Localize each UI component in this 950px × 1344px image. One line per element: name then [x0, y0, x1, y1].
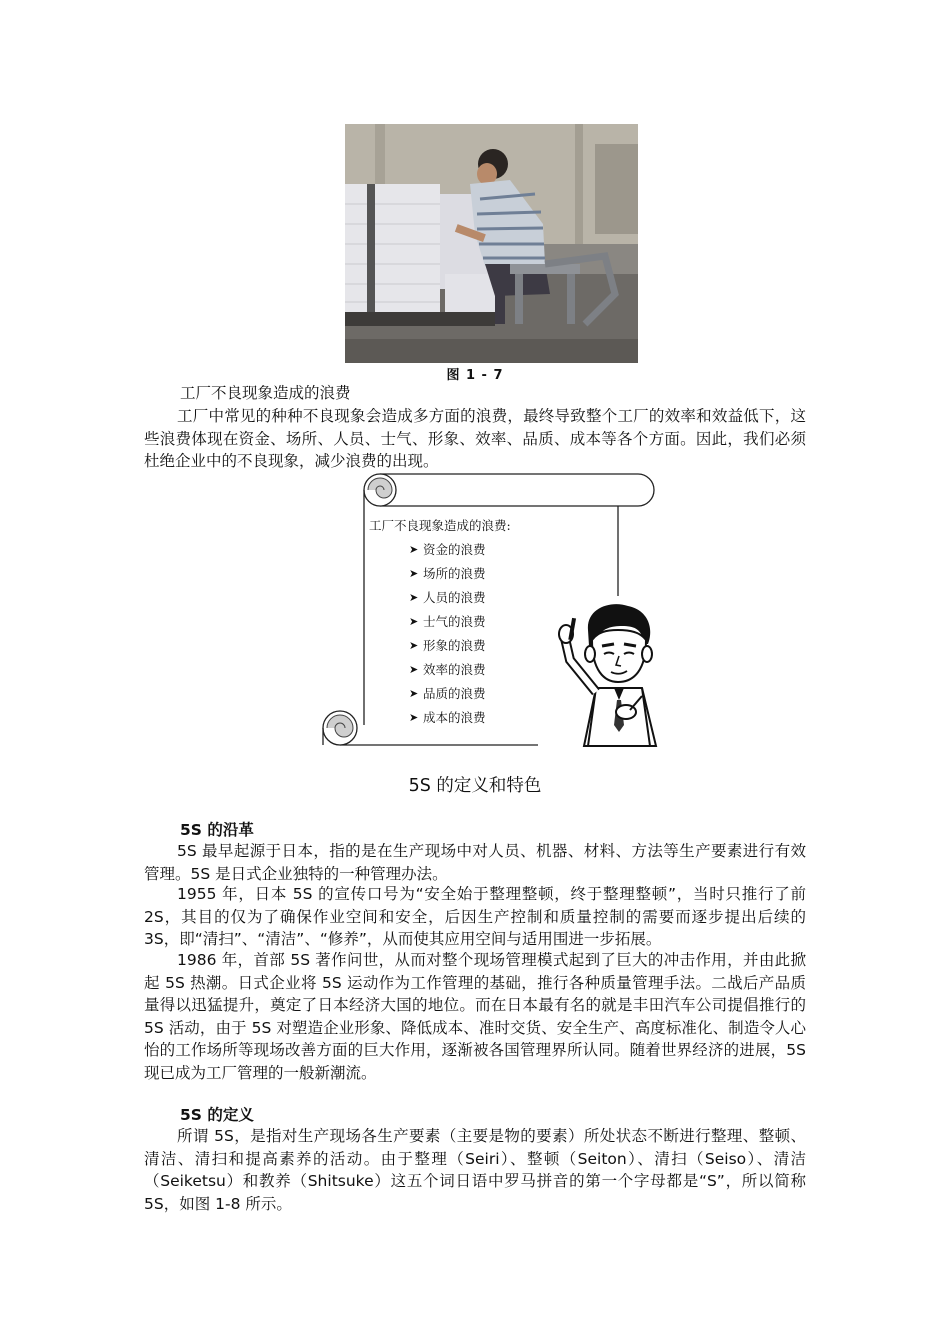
list-item-label: 士气的浪费 [423, 614, 486, 629]
waste-list [409, 538, 486, 730]
cartoon-man-illustration [556, 600, 668, 750]
list-item-label: 效率的浪费 [423, 662, 486, 677]
section-title: 5S 的定义和特色 [408, 776, 542, 796]
definition-paragraph: 所谓 5S，是指对生产现场各生产要素（主要是物的要素）所处状态不断进行整理、整顿、清洁、清扫和提高素养的活动。由于整理（Seiri）、整顿（Seiton）、清扫（Seiso）、清洁（Seiketsu）和教养（Shitsuke）这五个词日语中罗马拼音的第一个字母都是“S”，所以简称 5S，如图 1-8 所示。 [144, 1127, 806, 1213]
list-item [409, 610, 486, 634]
scroll-title: 工厂不良现象造成的浪费: [369, 518, 511, 533]
list-item [409, 634, 486, 658]
factory-worker-photo [345, 124, 638, 363]
history-paragraph-1: 5S 最早起源于日本，指的是在生产现场中对人员、机器、材料、方法等生产要素进行有效管理。5S 是日式企业独特的一种管理办法。 [144, 842, 806, 883]
definition-heading: 5S 的定义 [180, 1106, 254, 1124]
arrow-bullet-icon: ➤ [409, 591, 419, 604]
list-item [409, 658, 486, 682]
figure-subtitle: 工厂不良现象造成的浪费 [180, 384, 351, 402]
list-item [409, 682, 486, 706]
arrow-bullet-icon: ➤ [409, 567, 419, 580]
list-item-label: 场所的浪费 [423, 566, 486, 581]
history-paragraph-3: 1986 年，首部 5S 著作问世，从而对整个现场管理模式起到了巨大的冲击作用，并由此掀起 5S 热潮。日式企业将 5S 运动作为工作管理的基础，推行各种质量管理手法。二战后产品质量得以迅猛提升，奠定了日本经济大国的地位。而在日本最有名的就是丰田汽车公司提倡推行的 5S 活动，由于 5S 对塑造企业形象、降低成本、准时交货、安全生产、高度标准化、制造令人心怡的工作场所等现场改善方面的巨大作用，逐渐被各国管理界所认同。随着世界经济的进展，5S 现已成为工厂管理的一般新潮流。 [144, 951, 806, 1082]
list-item-label: 品质的浪费 [423, 686, 486, 701]
arrow-bullet-icon: ➤ [409, 687, 419, 700]
list-item [409, 538, 486, 562]
arrow-bullet-icon: ➤ [409, 615, 419, 628]
list-item-label: 形象的浪费 [423, 638, 486, 653]
list-item [409, 586, 486, 610]
list-item-label: 资金的浪费 [423, 542, 486, 557]
arrow-bullet-icon: ➤ [409, 663, 419, 676]
list-item-label: 成本的浪费 [423, 710, 486, 725]
history-heading: 5S 的沿革 [180, 821, 254, 839]
arrow-bullet-icon: ➤ [409, 639, 419, 652]
arrow-bullet-icon: ➤ [409, 711, 419, 724]
list-item [409, 562, 486, 586]
figure-caption: 图 1 - 7 [446, 368, 504, 383]
arrow-bullet-icon: ➤ [409, 543, 419, 556]
list-item-label: 人员的浪费 [423, 590, 486, 605]
history-paragraph-2: 1955 年，日本 5S 的宣传口号为“安全始于整理整顿，终于整理整顿”，当时只推行了前 2S，其目的仅为了确保作业空间和安全，后因生产控制和质量控制的需要而逐步提出后续的 3S，即“清扫”、“清洁”、“修养”，从而使其应用空间与适用围进一步拓展。 [144, 885, 806, 948]
list-item [409, 706, 486, 730]
intro-paragraph: 工厂中常见的种种不良现象会造成多方面的浪费，最终导致整个工厂的效率和效益低下，这些浪费体现在资金、场所、人员、士气、形象、效率、品质、成本等各个方面。因此，我们必须杜绝企业中的不良现象，减少浪费的出现。 [144, 407, 806, 470]
